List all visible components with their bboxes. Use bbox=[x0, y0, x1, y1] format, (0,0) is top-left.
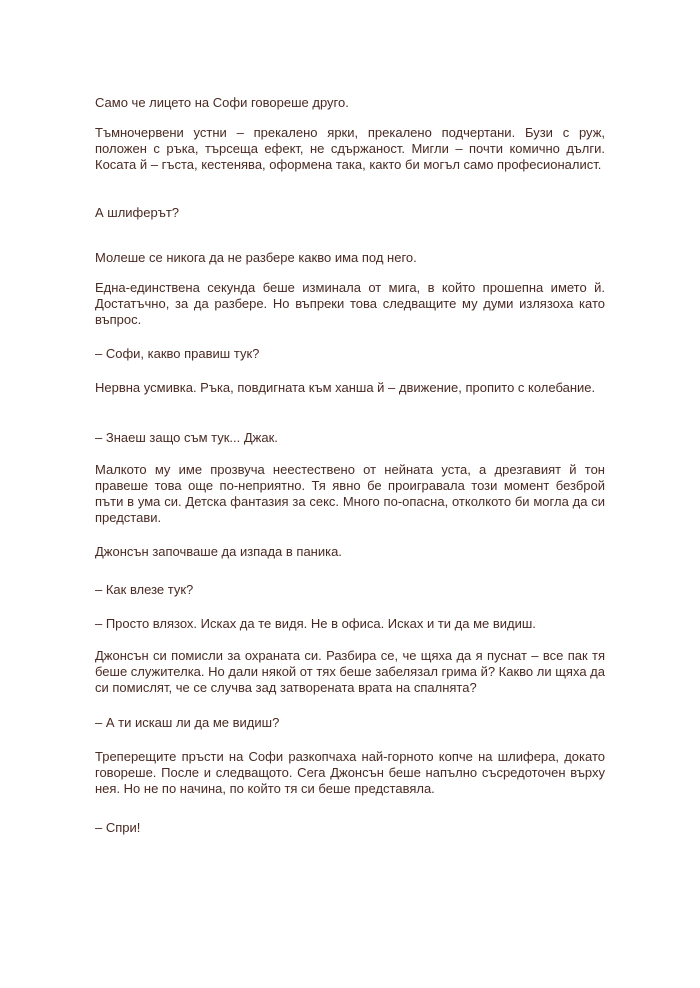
dialogue-line: – Знаеш защо съм тук... Джак. bbox=[95, 430, 278, 445]
paragraph: Молеше се никога да не разбере какво има под него. bbox=[95, 250, 417, 265]
paragraph: Малкото му име прозвуча неестествено от нейната уста, а дрезгавият й тон правеше това още по-неприятно. Тя явно бе проигравала този момент безброй пъти в ума си. Детска фантазия за секс. Много по-опасна, отколкото би могла да си представи. bbox=[95, 462, 605, 525]
paragraph: Треперещите пръсти на Софи разкопчаха най-горното копче на шлифера, докато говореше. После и следващото. Сега Джонсън беше напълно съсредоточен върху нея. Но не по начина, по който тя си беше представяла. bbox=[95, 749, 605, 796]
paragraph: Нервна усмивка. Ръка, повдигната към ханша й – движение, пропито с колебание. bbox=[95, 380, 596, 395]
paragraph: Само че лицето на Софи говореше друго. bbox=[95, 95, 349, 110]
dialogue-line: – Софи, какво правиш тук? bbox=[95, 346, 260, 361]
paragraph: А шлиферът? bbox=[95, 205, 180, 220]
paragraph: Джонсън си помисли за охраната си. Разбира се, че щяха да я пуснат – все пак тя беше служителка. Но дали някой от тях беше забелязал грима й? Какво ли щяха да си помислят, че се случва зад затворената врата на спалнята? bbox=[95, 648, 605, 695]
paragraph: Една-единствена секунда беше изминала от мига, в който прошепна името й. Достатъчно, за да разбере. Но въпреки това следващите му думи излязоха като въпрос. bbox=[95, 280, 605, 327]
dialogue-line: – А ти искаш ли да ме видиш? bbox=[95, 715, 280, 730]
paragraph: Тъмночервени устни – прекалено ярки, прекалено подчертани. Бузи с руж, положен с ръка, търсеща ефект, не сдържаност. Мигли – почти комично дълги. Косата й – гъста, кестенява, оформена така, както би могъл само професионалист. bbox=[95, 125, 605, 172]
dialogue-line: – Как влезе тук? bbox=[95, 582, 194, 597]
paragraph: Джонсън започваше да изпада в паника. bbox=[95, 544, 342, 559]
dialogue-line: – Просто влязох. Исках да те видя. Не в офиса. Исках и ти да ме видиш. bbox=[95, 616, 536, 631]
dialogue-line: – Спри! bbox=[95, 820, 141, 835]
